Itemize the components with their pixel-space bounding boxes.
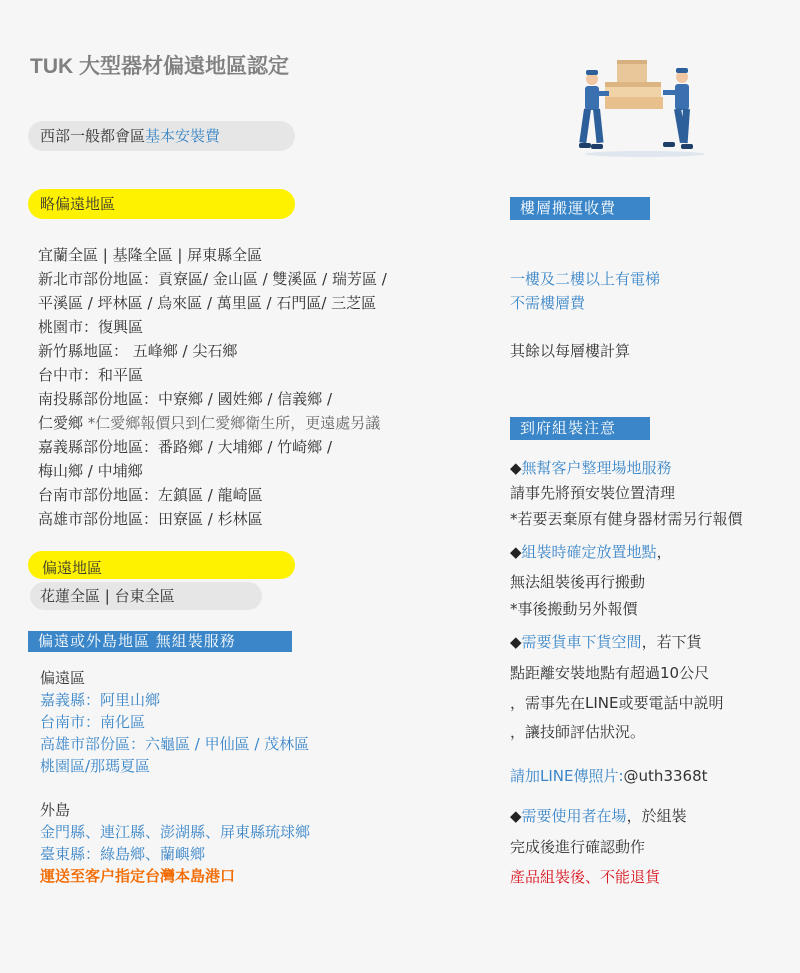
list-item: 南投縣部份地區：中寮鄉 / 國姓鄉 / 信義鄉 /	[38, 390, 333, 408]
list-item: 宜蘭全區 | 基隆全區 | 屏東縣全區	[38, 246, 263, 264]
diamond-icon: ◆	[510, 459, 522, 477]
item3-rest: ，若下貨	[641, 633, 702, 651]
renai-label: 仁愛鄉	[38, 414, 88, 432]
item4-title: 需要使用者在場	[521, 807, 627, 825]
assembly-item-3	[510, 631, 702, 652]
item1-line: 請事先將預安裝位置清理	[510, 484, 676, 502]
assembly-header: 到府組裝注意	[510, 417, 650, 440]
line-id: @uth3368t	[623, 767, 708, 785]
item3-line2: 點距離安裝地點有超過10公尺	[510, 664, 710, 682]
list-item: 桃園市：復興區	[38, 318, 144, 336]
item3-line4: ，讓技師評估狀況。	[510, 723, 646, 741]
no-install-content	[40, 667, 310, 887]
item1-note: *若要丟棄原有健身器材需另行報價	[510, 510, 743, 528]
floor-other: 其餘以每層樓計算	[510, 342, 631, 360]
item4-rest: ，於組裝	[626, 807, 687, 825]
remote-areas-pill: 花蓮全區 | 台東全區	[30, 582, 262, 610]
floor-fee-header: 樓層搬運收費	[510, 197, 650, 220]
list-item	[38, 411, 387, 435]
list-item: 台南市：南化區	[40, 713, 146, 731]
assembly-item-2	[510, 541, 672, 562]
list-item: 梅山鄉 / 中埔鄉	[38, 462, 143, 480]
list-item: 嘉義縣部份地區：番路鄉 / 大埔鄉 / 竹崎鄉 /	[38, 438, 333, 456]
item3-title: 需要貨車下貨空間	[521, 633, 642, 651]
west-pill	[28, 121, 295, 151]
list-item: 平溪區 / 坪林區 / 烏來區 / 萬里區 / 石門區/ 三芝區	[38, 294, 377, 312]
list-item: 台中市：和平區	[38, 366, 144, 384]
remote-label: 偏遠地區	[42, 559, 103, 577]
remote-area-title: 偏遠區	[40, 669, 86, 687]
list-item: 高雄市部份區：六龜區 / 甲仙區 / 茂林區	[40, 735, 310, 753]
list-item: 嘉義縣：阿里山鄉	[40, 691, 161, 709]
line-contact	[510, 765, 708, 786]
slightly-remote-list	[38, 243, 387, 531]
remote-pill	[28, 551, 295, 579]
assembly-item-1	[510, 457, 672, 478]
slightly-remote-pill: 略偏遠地區	[28, 189, 295, 219]
item3-line3: ，需事先在LINE或要電話中説明	[510, 694, 724, 712]
no-install-header: 偏遠或外島地區 無組裝服務	[28, 631, 292, 652]
west-label: 西部一般都會區	[40, 127, 146, 145]
assembly-item-4	[510, 805, 687, 826]
item2-line: 無法組裝後再行搬動	[510, 573, 646, 591]
diamond-icon: ◆	[510, 807, 522, 825]
west-basic-fee: 基本安裝費	[145, 127, 221, 145]
no-return-note: 產品組裝後、不能退貨	[510, 868, 661, 886]
floor-elevator-line2: 不需樓層費	[510, 294, 586, 312]
floor-elevator-line1: 一樓及二樓以上有電梯	[510, 270, 661, 288]
item1-title: 無幫客户整理場地服務	[521, 459, 672, 477]
port-note: 運送至客户指定台灣本島港口	[40, 867, 236, 885]
list-item: 金門縣、連江縣、澎湖縣、屏東縣琉球鄉	[40, 823, 311, 841]
renai-note: *仁愛鄉報價只到仁愛鄉衛生所，更遠處另議	[87, 414, 381, 432]
item2-note: *事後搬動另外報價	[510, 600, 638, 618]
movers-illustration	[575, 55, 715, 160]
page-title: TUK 大型器材偏遠地區認定	[30, 55, 289, 78]
list-item: 高雄市部份地區：田寮區 / 杉林區	[38, 510, 263, 528]
list-item: 桃園區/那瑪夏區	[40, 757, 151, 775]
island-title: 外島	[40, 801, 71, 819]
line-label: 請加LINE傳照片:	[510, 767, 624, 785]
diamond-icon: ◆	[510, 543, 522, 561]
list-item: 新竹縣地區： 五峰鄉 / 尖石鄉	[38, 342, 238, 360]
list-item: 新北市部份地區：貢寮區/ 金山區 / 雙溪區 / 瑞芳區 /	[38, 270, 387, 288]
list-item: 台南市部份地區：左鎮區 / 龍崎區	[38, 486, 263, 504]
list-item: 臺東縣：綠島鄉、蘭嶼鄉	[40, 845, 206, 863]
diamond-icon: ◆	[510, 633, 522, 651]
item4-line: 完成後進行確認動作	[510, 838, 646, 856]
item2-comma: ，	[656, 543, 672, 561]
item2-title: 組裝時確定放置地點	[521, 543, 657, 561]
